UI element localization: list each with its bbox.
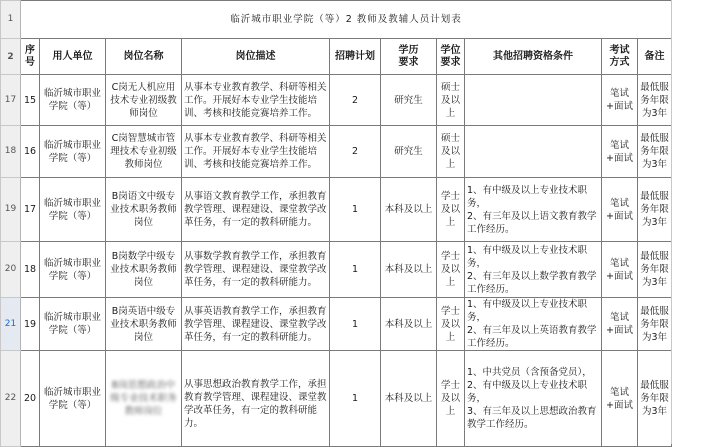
header-description[interactable]: 岗位描述: [182, 39, 330, 75]
cell-note[interactable]: 最低服务年限为3年: [638, 178, 672, 242]
cell-description[interactable]: 从事本专业教育教学、科研等相关工作。开展好本专业学生技能培训、考核和技能竞赛培养工作。: [182, 126, 330, 178]
cell-other[interactable]: [465, 126, 602, 178]
header-exam[interactable]: 考试 方式: [602, 39, 638, 75]
cell-seq[interactable]: 16: [21, 126, 40, 178]
header-unit[interactable]: 用人单位: [40, 39, 106, 75]
cell-quota[interactable]: 1: [330, 298, 381, 351]
row-header-1[interactable]: 1: [1, 1, 21, 39]
cell-unit[interactable]: 临沂城市职业学院（等）: [40, 75, 106, 126]
cell-note[interactable]: 最低服务年限为3年: [638, 242, 672, 298]
cell-other[interactable]: 1、中共党员（含预备党员）， 2、有中级及以上专业技术职务， 3、有三年及以上思想政治教育教学工作经历。: [465, 351, 602, 447]
cell-unit[interactable]: 临沂城市职业学院（等）: [40, 351, 106, 447]
table-row[interactable]: [1, 178, 672, 242]
cell-description[interactable]: 从事数学教育教学工作，承担教育教学管理、课程建设、课堂教学改革任务，有一定的教科研能力。: [182, 242, 330, 298]
table-row[interactable]: [1, 242, 672, 298]
cell-position[interactable]: B岗英语中级专业技术职务教师岗位: [106, 298, 182, 351]
row-header-21[interactable]: 21: [1, 298, 21, 351]
row-header-18[interactable]: 18: [1, 126, 21, 178]
cell-degree[interactable]: 学士及以上: [437, 351, 465, 447]
cell-note[interactable]: 最低服务年限为3年: [638, 126, 672, 178]
sheet-title-cell[interactable]: 临沂城市职业学院（等）2 教师及教辅人员计划表: [21, 1, 672, 39]
header-education[interactable]: 学历 要求: [381, 39, 437, 75]
cell-unit[interactable]: 临沂城市职业学院（等）: [40, 126, 106, 178]
cell-exam[interactable]: 笔试+面试: [602, 242, 638, 298]
cell-education[interactable]: 本科及以上: [381, 298, 437, 351]
cell-description[interactable]: 从事语文教育教学工作，承担教育教学管理、课程建设、课堂教学改革任务，有一定的教科研能力。: [182, 178, 330, 242]
cell-quota[interactable]: 1: [330, 178, 381, 242]
table-row[interactable]: [1, 126, 672, 178]
cell-position[interactable]: B岗语文中级专业技术职务教师岗位: [106, 178, 182, 242]
cell-exam[interactable]: 笔试+面试: [602, 298, 638, 351]
cell-other[interactable]: 1、有中级及以上专业技术职务， 2、有三年及以上语文教育教学工作经历。: [465, 178, 602, 242]
cell-unit[interactable]: 临沂城市职业学院（等）: [40, 298, 106, 351]
cell-other[interactable]: [465, 75, 602, 126]
header-position[interactable]: 岗位名称: [106, 39, 182, 75]
sheet-header-row[interactable]: [1, 39, 672, 75]
cell-unit[interactable]: 临沂城市职业学院（等）: [40, 178, 106, 242]
header-other[interactable]: 其他招聘资格条件: [465, 39, 602, 75]
table-row[interactable]: [1, 75, 672, 126]
cell-note[interactable]: 最低服务年限为3年: [638, 298, 672, 351]
column-gridline: [671, 0, 672, 444]
cell-unit[interactable]: 临沂城市职业学院（等）: [40, 242, 106, 298]
cell-position[interactable]: C岗无人机应用技术专业初级教师岗位: [106, 75, 182, 126]
row-header-2[interactable]: 2: [1, 39, 21, 75]
cell-degree[interactable]: 硕士及以上: [437, 75, 465, 126]
sheet-row-1[interactable]: [1, 1, 672, 39]
cell-degree[interactable]: 学士及以上: [437, 298, 465, 351]
cell-seq[interactable]: 19: [21, 298, 40, 351]
cell-seq[interactable]: 17: [21, 178, 40, 242]
cell-seq[interactable]: 15: [21, 75, 40, 126]
row-header-20[interactable]: 20: [1, 242, 21, 298]
cell-education[interactable]: 研究生: [381, 75, 437, 126]
cell-position[interactable]: C岗智慧城市管理技术专业初级教师岗位: [106, 126, 182, 178]
cell-quota[interactable]: 2: [330, 75, 381, 126]
blurred-position-text: B岗思想政治中级专业技术职务教师岗位: [110, 380, 177, 417]
cell-degree[interactable]: 学士及以上: [437, 242, 465, 298]
header-quota[interactable]: 招聘计划: [330, 39, 381, 75]
cell-other[interactable]: 1、有中级及以上专业技术职务， 2、有三年及以上数学教育教学工作经历。: [465, 242, 602, 298]
cell-seq[interactable]: 20: [21, 351, 40, 447]
cell-education[interactable]: 本科及以上: [381, 242, 437, 298]
header-seq[interactable]: 序 号: [21, 39, 40, 75]
row-header-19[interactable]: 19: [1, 178, 21, 242]
cell-position[interactable]: B岗数学中级专业技术职务教师岗位: [106, 242, 182, 298]
row-header-22[interactable]: 22: [1, 351, 21, 447]
cell-exam[interactable]: 笔试+面试: [602, 351, 638, 447]
empty-column-area[interactable]: [671, 0, 719, 444]
cell-other[interactable]: 1、有中级及以上专业技术职务， 2、有三年及以上英语教育教学工作经历。: [465, 298, 602, 351]
cell-seq[interactable]: 18: [21, 242, 40, 298]
cell-description[interactable]: 从事本专业教育教学、科研等相关工作。开展好本专业学生技能培训、考核和技能竞赛培养工作。: [182, 75, 330, 126]
cell-exam[interactable]: 笔试+面试: [602, 178, 638, 242]
table-row[interactable]: [1, 298, 672, 351]
header-note[interactable]: 备注: [638, 39, 672, 75]
cell-quota[interactable]: 1: [330, 351, 381, 447]
cell-quota[interactable]: 1: [330, 242, 381, 298]
cell-education[interactable]: 研究生: [381, 126, 437, 178]
cell-exam[interactable]: 笔试+面试: [602, 126, 638, 178]
cell-degree[interactable]: 硕士及以上: [437, 126, 465, 178]
cell-description[interactable]: 从事英语教育教学工作，承担教育教学管理、课程建设、课堂教学改革任务，有一定的教科研能力。: [182, 298, 330, 351]
cell-degree[interactable]: 学士及以上: [437, 178, 465, 242]
row-header-17[interactable]: 17: [1, 75, 21, 126]
cell-position[interactable]: [106, 351, 182, 447]
cell-description[interactable]: 从事思想政治教育教学工作，承担教育教学管理、课程建设、课堂教学改革任务，有一定的教科研能力。: [182, 351, 330, 447]
cell-education[interactable]: 本科及以上: [381, 178, 437, 242]
table-row[interactable]: [1, 351, 672, 447]
cell-education[interactable]: 本科及以上: [381, 351, 437, 447]
cell-note[interactable]: 最低服务年限为3年: [638, 75, 672, 126]
cell-note[interactable]: 最低服务年限为3年: [638, 351, 672, 447]
cell-exam[interactable]: 笔试+面试: [602, 75, 638, 126]
cell-quota[interactable]: 2: [330, 126, 381, 178]
header-degree[interactable]: 学位 要求: [437, 39, 465, 75]
